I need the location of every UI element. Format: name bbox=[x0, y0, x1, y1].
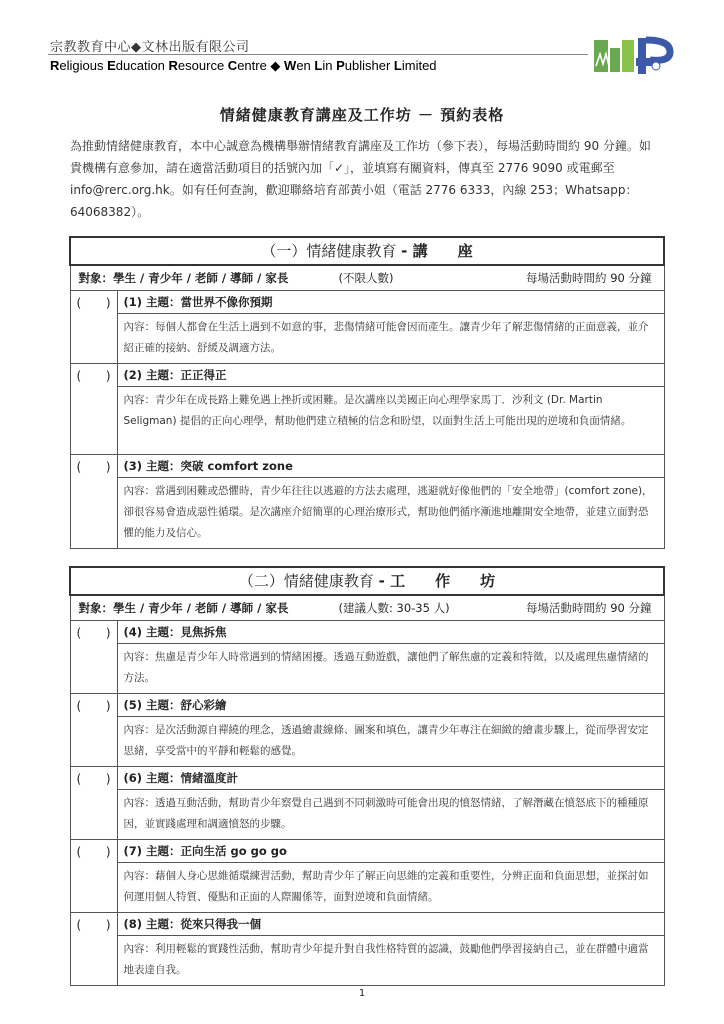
section-table-1 bbox=[69, 236, 665, 549]
section-title bbox=[70, 237, 664, 265]
activity-description: 內容：是次活動源自禪繞的理念，透過繪畫線條、圖案和填色，讓青少年專注在細緻的繪畫步驟上，從而學習安定思緒，享受當中的平靜和輕鬆的感覺。 bbox=[117, 717, 664, 767]
header-divider bbox=[48, 54, 588, 55]
paren-left: ( bbox=[76, 626, 82, 640]
activity-row bbox=[70, 621, 664, 644]
checkbox-parentheses[interactable] bbox=[70, 840, 117, 913]
section-table-2 bbox=[69, 566, 665, 986]
duration-label: 每場活動時間約 90 分鐘 bbox=[526, 601, 652, 615]
section-title bbox=[70, 567, 664, 595]
activity-description: 內容：當遇到困難或恐懼時，青少年往往以逃避的方法去處理，逃避就好像他們的「安全地帶」(comfort zone)，卻很容易會造成惡性循環。是次講座介紹簡單的心理治療形式，幫助他們循序漸進地離開安全地帶，並建立面對恐懼的能力及信心。 bbox=[117, 478, 664, 549]
activity-description: 內容：藉個人身心思維循環練習活動，幫助青少年了解正向思維的定義和重要性，分辨正面和負面思想，並探討如何運用個人特質、優點和正面的人際關係等，面對逆境和負面情緒。 bbox=[117, 863, 664, 913]
paren-right: ) bbox=[105, 699, 111, 713]
activity-row bbox=[70, 455, 664, 478]
paren-left: ( bbox=[76, 460, 82, 474]
header-chinese-org-name: 宗教教育中心◆文林出版有限公司 bbox=[50, 40, 250, 55]
header-english-org-name: Religious Education Resource Centre ◆ Wen Lin Publisher Limited bbox=[50, 58, 437, 73]
participant-note: (建議人數: 30-35 人) bbox=[338, 601, 450, 615]
activity-row bbox=[70, 694, 664, 717]
checkbox-parentheses[interactable] bbox=[70, 767, 117, 840]
paren-right: ) bbox=[105, 845, 111, 859]
section-title-prefix: （一）情緒健康教育 bbox=[261, 242, 397, 260]
checkbox-parentheses[interactable] bbox=[70, 364, 117, 455]
activity-description: 內容：利用輕鬆的實踐性活動，幫助青少年提升對自我性格特質的認識，鼓勵他們學習接納自己，並在群體中適當地表達自我。 bbox=[117, 936, 664, 986]
form-title: 情緒健康教育講座及工作坊 － 預約表格 bbox=[219, 106, 505, 124]
paren-right: ) bbox=[105, 772, 111, 786]
paren-right: ) bbox=[105, 369, 111, 383]
paren-left: ( bbox=[76, 918, 82, 932]
organization-logo bbox=[594, 36, 674, 76]
activity-description: 內容：焦慮是青少年人時常遇到的情緒困擾。透過互動遊戲，讓他們了解焦慮的定義和特徵，以及處理焦慮情緒的方法。 bbox=[117, 644, 664, 694]
checkbox-parentheses[interactable] bbox=[70, 694, 117, 767]
activity-row bbox=[70, 364, 664, 387]
activity-row bbox=[70, 840, 664, 863]
activity-topic: (1) 主題：當世界不像你預期 bbox=[117, 291, 664, 314]
paren-left: ( bbox=[76, 369, 82, 383]
section-title-type: - 工 作 坊 bbox=[378, 572, 496, 590]
activity-row bbox=[70, 913, 664, 936]
activity-topic: (5) 主題：舒心彩繪 bbox=[117, 694, 664, 717]
participant-note: (不限人數) bbox=[338, 271, 394, 285]
activity-description: 內容：青少年在成長路上難免遇上挫折或困難。是次講座以美國正向心理學家馬丁．沙利文 (Dr. Martin Seligman) 提倡的正向心理學，幫助他們建立積極的信念和盼望，以面對生活上可能出現的逆境和負面情緒。 bbox=[117, 387, 664, 455]
activity-description: 內容：每個人都會在生活上遇到不如意的事，悲傷情緒可能會因而產生。讓青少年了解悲傷情緒的正面意義，並介紹正確的接納、舒緩及調適方法。 bbox=[117, 314, 664, 364]
activity-topic: (6) 主題：情緒溫度計 bbox=[117, 767, 664, 790]
paren-left: ( bbox=[76, 772, 82, 786]
activity-topic: (7) 主題：正向生活 go go go bbox=[117, 840, 664, 863]
activity-description: 內容：透過互動活動，幫助青少年察覺自己遇到不同刺激時可能會出現的憤怒情緒，了解潛藏在憤怒底下的種種原因，並實踐處理和調適憤怒的步驟。 bbox=[117, 790, 664, 840]
target-audience: 對象：學生 / 青少年 / 老師 / 導師 / 家長 bbox=[78, 271, 289, 285]
activity-row bbox=[70, 767, 664, 790]
paren-left: ( bbox=[76, 296, 82, 310]
intro-paragraph: 為推動情緒健康教育，本中心誠意為機構舉辦情緒教育講座及工作坊（參下表），每場活動時間約 90 分鐘。如 貴機構有意參加，請在適當活動項目的括號內加「✓」，並填寫有關資料，傳真至 2776 9090 或電郵至 info@rerc.org.hk。如有任何查詢，歡迎聯絡培育部黃小姐（電話 2776 6333，內線 253；Whatsapp：64068382）。 bbox=[70, 139, 663, 219]
target-audience: 對象：學生 / 青少年 / 老師 / 導師 / 家長 bbox=[78, 601, 289, 615]
checkbox-parentheses[interactable] bbox=[70, 291, 117, 364]
activity-topic: (4) 主題：見焦拆焦 bbox=[117, 621, 664, 644]
target-audience-row bbox=[70, 265, 664, 291]
paren-right: ) bbox=[105, 296, 111, 310]
activity-row bbox=[70, 291, 664, 314]
page-number: 1 bbox=[358, 988, 366, 999]
section-title-prefix: （二）情緒健康教育 bbox=[238, 572, 374, 590]
paren-left: ( bbox=[76, 845, 82, 859]
checkbox-parentheses[interactable] bbox=[70, 455, 117, 549]
checkbox-parentheses[interactable] bbox=[70, 913, 117, 986]
section-title-type: - 講 座 bbox=[401, 242, 473, 260]
activity-topic: (3) 主題：突破 comfort zone bbox=[117, 455, 664, 478]
checkbox-parentheses[interactable] bbox=[70, 621, 117, 694]
duration-label: 每場活動時間約 90 分鐘 bbox=[526, 271, 652, 285]
activity-topic: (2) 主題：正正得正 bbox=[117, 364, 664, 387]
target-audience-row bbox=[70, 595, 664, 621]
activity-topic: (8) 主題：從來只得我一個 bbox=[117, 913, 664, 936]
paren-right: ) bbox=[105, 460, 111, 474]
paren-right: ) bbox=[105, 626, 111, 640]
paren-right: ) bbox=[105, 918, 111, 932]
paren-left: ( bbox=[76, 699, 82, 713]
